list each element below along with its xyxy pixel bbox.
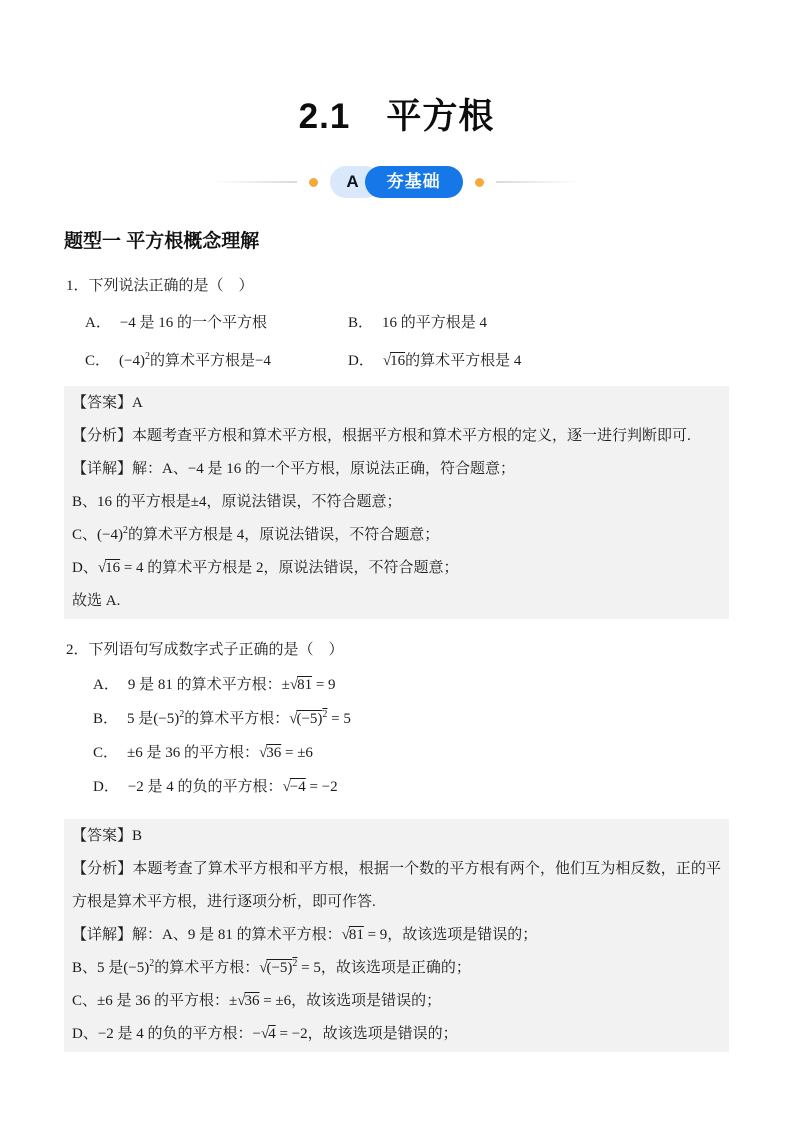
option-label: A． [85, 315, 111, 331]
level-badge [330, 166, 462, 198]
option-text: $(-4)^2$的算术平方根是−4 [119, 351, 271, 369]
q2-option-b [93, 702, 729, 736]
detail-line: 【详解】解：A、9 是 81 的算术平方根：√81 = 9，故该选项是错误的； [72, 927, 538, 943]
detail-line: C、$(-4)^2$的算术平方根是 4，原说法错误，不符合题意； [72, 525, 440, 543]
decor-dot-right [475, 178, 484, 187]
detail-line: 【详解】解：A、−4 是 16 的一个平方根，原说法正确，符合题意； [72, 461, 516, 477]
detail-line: B、16 的平方根是±4，原说法错误，不符合题意； [72, 494, 402, 510]
question-1-options [85, 313, 729, 371]
question-1-stem: 1．下列说法正确的是（ ） [66, 278, 254, 294]
level-badge-row [0, 165, 793, 199]
decor-dot-left [309, 178, 318, 187]
option-text: −4 是 16 的一个平方根 [119, 315, 268, 331]
option-label: C． [85, 353, 111, 369]
option-label: D． [348, 353, 374, 369]
q2-answer-block [64, 819, 729, 1052]
detail-line: B、5 是$(-5)^2$的算术平方根：$√(-5)^2 = 5$，故该选项是正确的； [72, 958, 471, 976]
option-text: 5 是$(-5)^2$的算术平方根：$√(-5)^2 = 5$ [127, 709, 351, 727]
q1-option-b [348, 313, 729, 333]
badge-label: 夯基础 [365, 166, 463, 198]
detail-line: 故选 A. [72, 593, 121, 609]
badge-level: A [330, 166, 380, 198]
answer-line: 【答案】B [72, 828, 143, 844]
option-text: ±6 是 36 的平方根：√36 = ±6 [127, 745, 313, 761]
q2-option-d [93, 770, 729, 804]
q1-option-c [85, 351, 348, 371]
decor-line-right [496, 181, 578, 183]
option-label: D． [93, 779, 119, 795]
option-text: 9 是 81 的算术平方根：±√81 = 9 [127, 677, 336, 693]
detail-line: D、√16 = 4 的算术平方根是 2，原说法错误，不符合题意； [72, 560, 459, 576]
q2-option-a [93, 668, 729, 702]
option-text: 16 的平方根是 4 [382, 315, 488, 331]
page-title: 2.1 平方根 [298, 97, 495, 136]
option-text: −2 是 4 的负的平方根：√−4 = −2 [127, 779, 338, 795]
option-label: C． [93, 745, 119, 761]
detail-line: D、−2 是 4 的负的平方根：−√4 = −2，故该选项是错误的； [72, 1026, 458, 1042]
q1-option-d [348, 351, 729, 371]
question-2-stem: 2．下列语句写成数字式子正确的是（ ） [66, 642, 344, 658]
analysis-line: 【分析】本题考查平方根和算术平方根，根据平方根和算术平方根的定义，逐一进行判断即可. [72, 428, 691, 444]
option-label: B． [93, 711, 119, 727]
decor-line-left [215, 181, 297, 183]
option-label: A． [93, 677, 119, 693]
q1-answer-block [64, 386, 729, 619]
option-text: √16的算术平方根是 4 [382, 353, 522, 369]
answer-line: 【答案】A [72, 395, 143, 411]
q2-option-c [93, 736, 729, 770]
section-heading: 题型一 平方根概念理解 [64, 231, 260, 252]
option-label: B． [348, 315, 374, 331]
q1-option-a [85, 313, 348, 333]
detail-line: C、±6 是 36 的平方根：±√36 = ±6，故该选项是错误的； [72, 993, 442, 1009]
question-2-options [93, 668, 729, 804]
analysis-line: 【分析】本题考查了算术平方根和平方根，根据一个数的平方根有两个，他们互为相反数，正的平方根是算术平方根，进行逐项分析，即可作答. [72, 861, 721, 910]
